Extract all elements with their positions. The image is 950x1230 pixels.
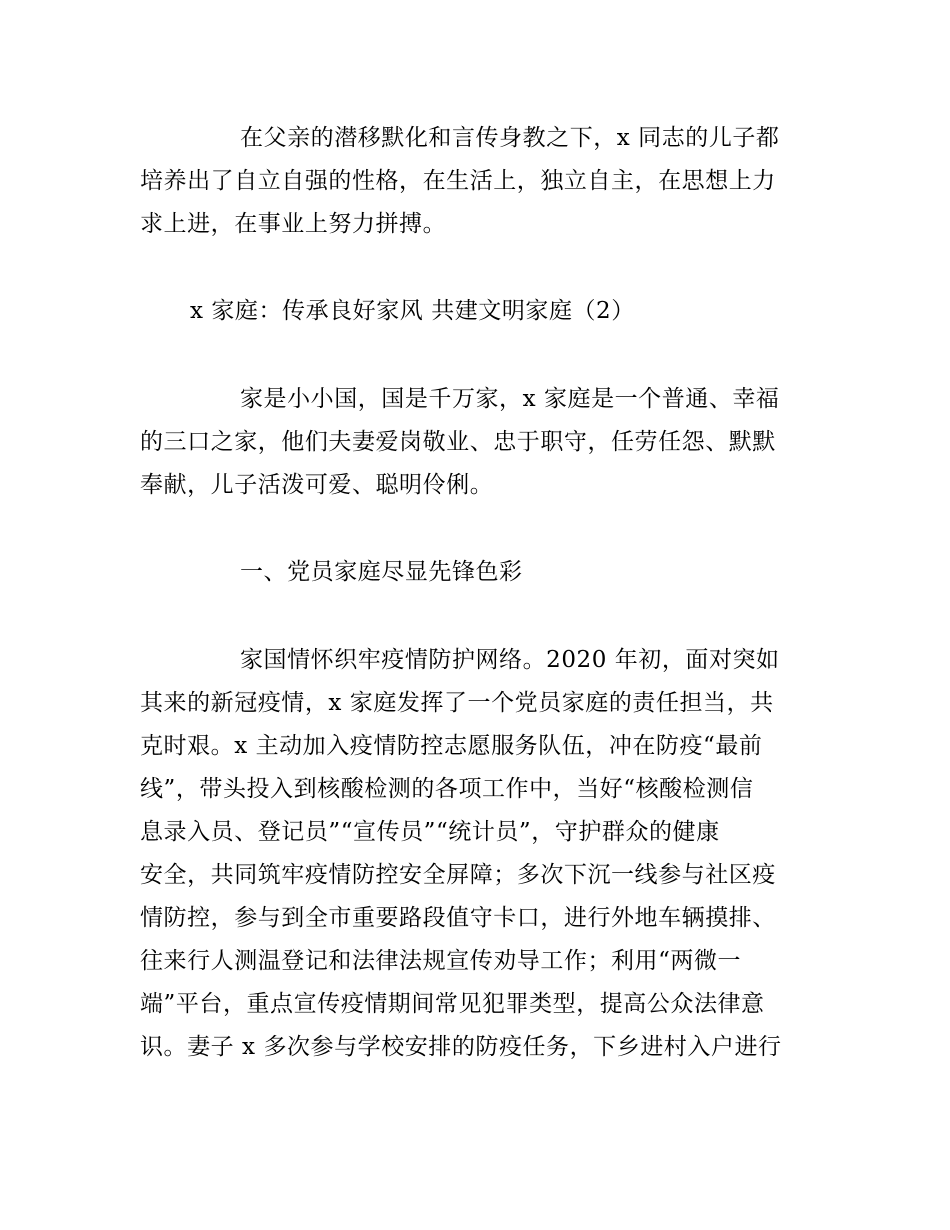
paragraph-2-line-3: 奉献，儿子活泼可爱、聪明伶俐。 xyxy=(140,472,494,498)
paragraph-3-line-7: 情防控，参与到全市重要路段值守卡口，进行外地车辆摸排、 xyxy=(140,905,776,931)
paragraph-3-line-9: 端”平台，重点宣传疫情期间常见犯罪类型，提高公众法律意 xyxy=(140,991,765,1017)
paragraph-3-line-10: 识。妻子 x 多次参与学校安排的防疫任务，下乡进村入户进行 xyxy=(140,1034,782,1060)
paragraph-3-line-1: 家国情怀织牢疫情防护网络。2020 年初，面对突如 xyxy=(240,647,780,673)
paragraph-3-line-3: 克时艰。x 主动加入疫情防控志愿服务队伍，冲在防疫“最前 xyxy=(140,733,763,759)
paragraph-2-line-2: 的三口之家，他们夫妻爱岗敬业、忠于职守，任劳任怨、默默 xyxy=(140,429,776,455)
paragraph-1-line-1: 在父亲的潜移默化和言传身教之下，x 同志的儿子都 xyxy=(240,125,780,151)
section-heading-1: 一、党员家庭尽显先锋色彩 xyxy=(240,559,523,585)
paragraph-3-line-6: 安全，共同筑牢疫情防控安全屏障；多次下沉一线参与社区疫 xyxy=(140,862,776,888)
paragraph-3-line-2: 其来的新冠疫情，x 家庭发挥了一个党员家庭的责任担当，共 xyxy=(140,690,774,716)
paragraph-3-line-4: 线”，带头投入到核酸检测的各项工作中，当好“核酸检测信 xyxy=(140,776,754,802)
paragraph-3-line-8: 往来行人测温登记和法律法规宣传劝导工作；利用“两微一 xyxy=(140,948,742,974)
paragraph-3-line-5: 息录入员、登记员”“宣传员”“统计员”，守护群众的健康 xyxy=(140,819,720,845)
paragraph-2-line-1: 家是小小国，国是千万家，x 家庭是一个普通、幸福 xyxy=(240,386,780,412)
article-title: x 家庭：传承良好家风 共建文明家庭（2） xyxy=(190,298,635,324)
paragraph-1-line-3: 求上进，在事业上努力拼搏。 xyxy=(140,211,447,237)
paragraph-1-line-2: 培养出了自立自强的性格，在生活上，独立自主，在思想上力 xyxy=(140,168,776,194)
